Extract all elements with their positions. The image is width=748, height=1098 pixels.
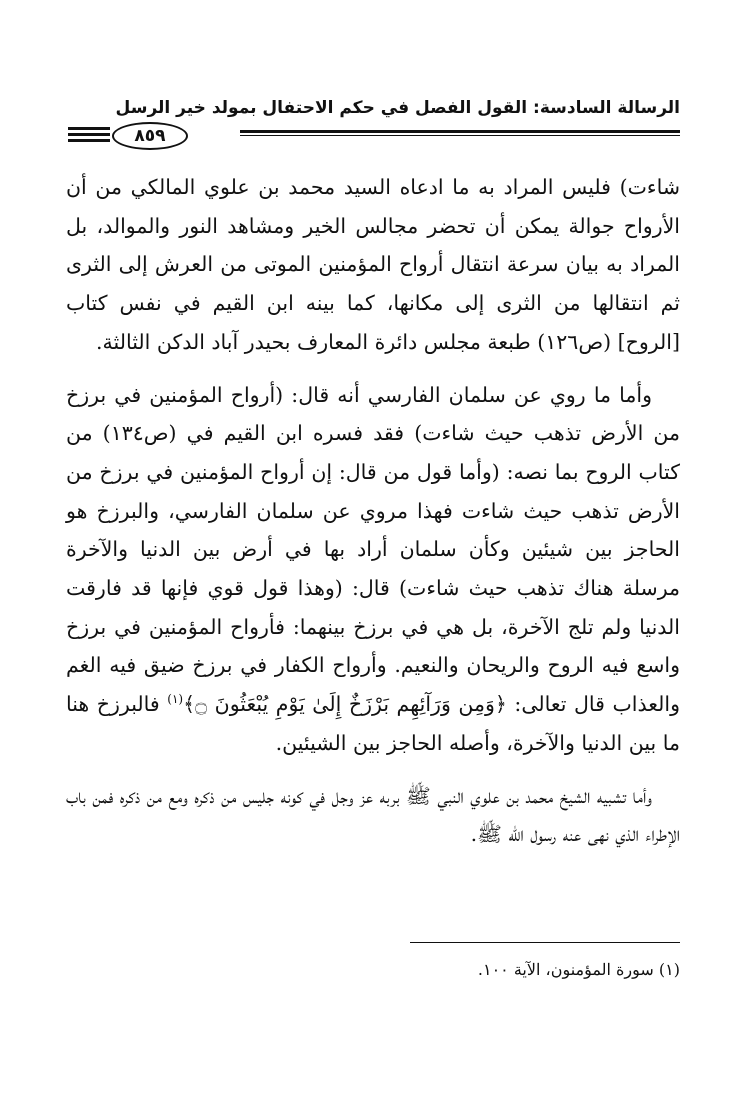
paragraph-text: فالبرزخ هنا ما بين الدنيا والآخرة، وأصله الحاجز بين الشيئين. (66, 692, 680, 755)
ornament-line (68, 139, 110, 142)
ornament-line (68, 127, 110, 130)
paragraph-quote (66, 376, 680, 763)
header-title: الرسالة السادسة: القول الفصل في حكم الاحتفال بمولد خير الرسل (115, 98, 680, 118)
header-rule (240, 130, 680, 133)
ornament-line (68, 133, 110, 136)
running-header (68, 94, 680, 156)
page-number: ٨٥٩ (112, 122, 188, 150)
footnote: (١) سورة المؤمنون، الآية ١٠٠. (477, 960, 680, 979)
paragraph: شاءت) فليس المراد به ما ادعاه السيد محمد بن علوي المالكي من أن الأرواح جوالة يمكن أن تحضر مجالس الخير ومشاهد النور والموالد، بل المراد به بيان سرعة انتقال أرواح المؤمنين الموتى من العرش إلى الثرى ثم انتقالها من الثرى إلى مكانها، كما بينه ابن القيم في نفس كتاب [الروح] (ص١٢٦) طبعة مجلس دائرة المعارف بحيدر آباد الدكن الثالثة. (66, 175, 680, 354)
paragraph: وأما تشبيه الشيخ محمد بن علوي النبي ﷺ بربه عز وجل في كونه جليس من ذكره ومع من ذكره فمن باب الإطراء الذي نهى عنه رسول الله ﷺ. (66, 783, 680, 847)
main-text (66, 168, 680, 854)
footnote-divider (410, 942, 680, 943)
footnote-marker: (١) (167, 692, 184, 707)
header-rule-thin (240, 135, 680, 136)
paragraph-text: وأما ما روي عن سلمان الفارسي أنه قال: (أرواح المؤمنين في برزخ من الأرض تذهب حيث شاءت) فقد فسره ابن القيم في (ص١٣٤) من كتاب الروح بما نصه: (وأما قول من قال: إن أرواح المؤمنين في برزخ من الأرض تذهب حيث شاءت فهذا مروي عن سلمان الفارسي، والبرزخ هو الحاجز بين شيئين وكأن سلمان أراد بها في أرض بين الدنيا والآخرة مرسلة هناك تذهب حيث شاءت) قال: (وهذا قول قوي فإنها قد فارقت الدنيا ولم تلج الآخرة، بل هي في برزخ بينهما: فأرواح المؤمنين في برزخ واسع فيه الروح والريحان والنعيم. وأرواح الكفار في برزخ ضيق فيه الغم والعذاب قال تعالى: ﴿وَمِن وَرَآئِهِم بَرْزَخٌ إِلَىٰ يَوْمِ يُبْعَثُونَ ۝﴾ (66, 382, 681, 717)
